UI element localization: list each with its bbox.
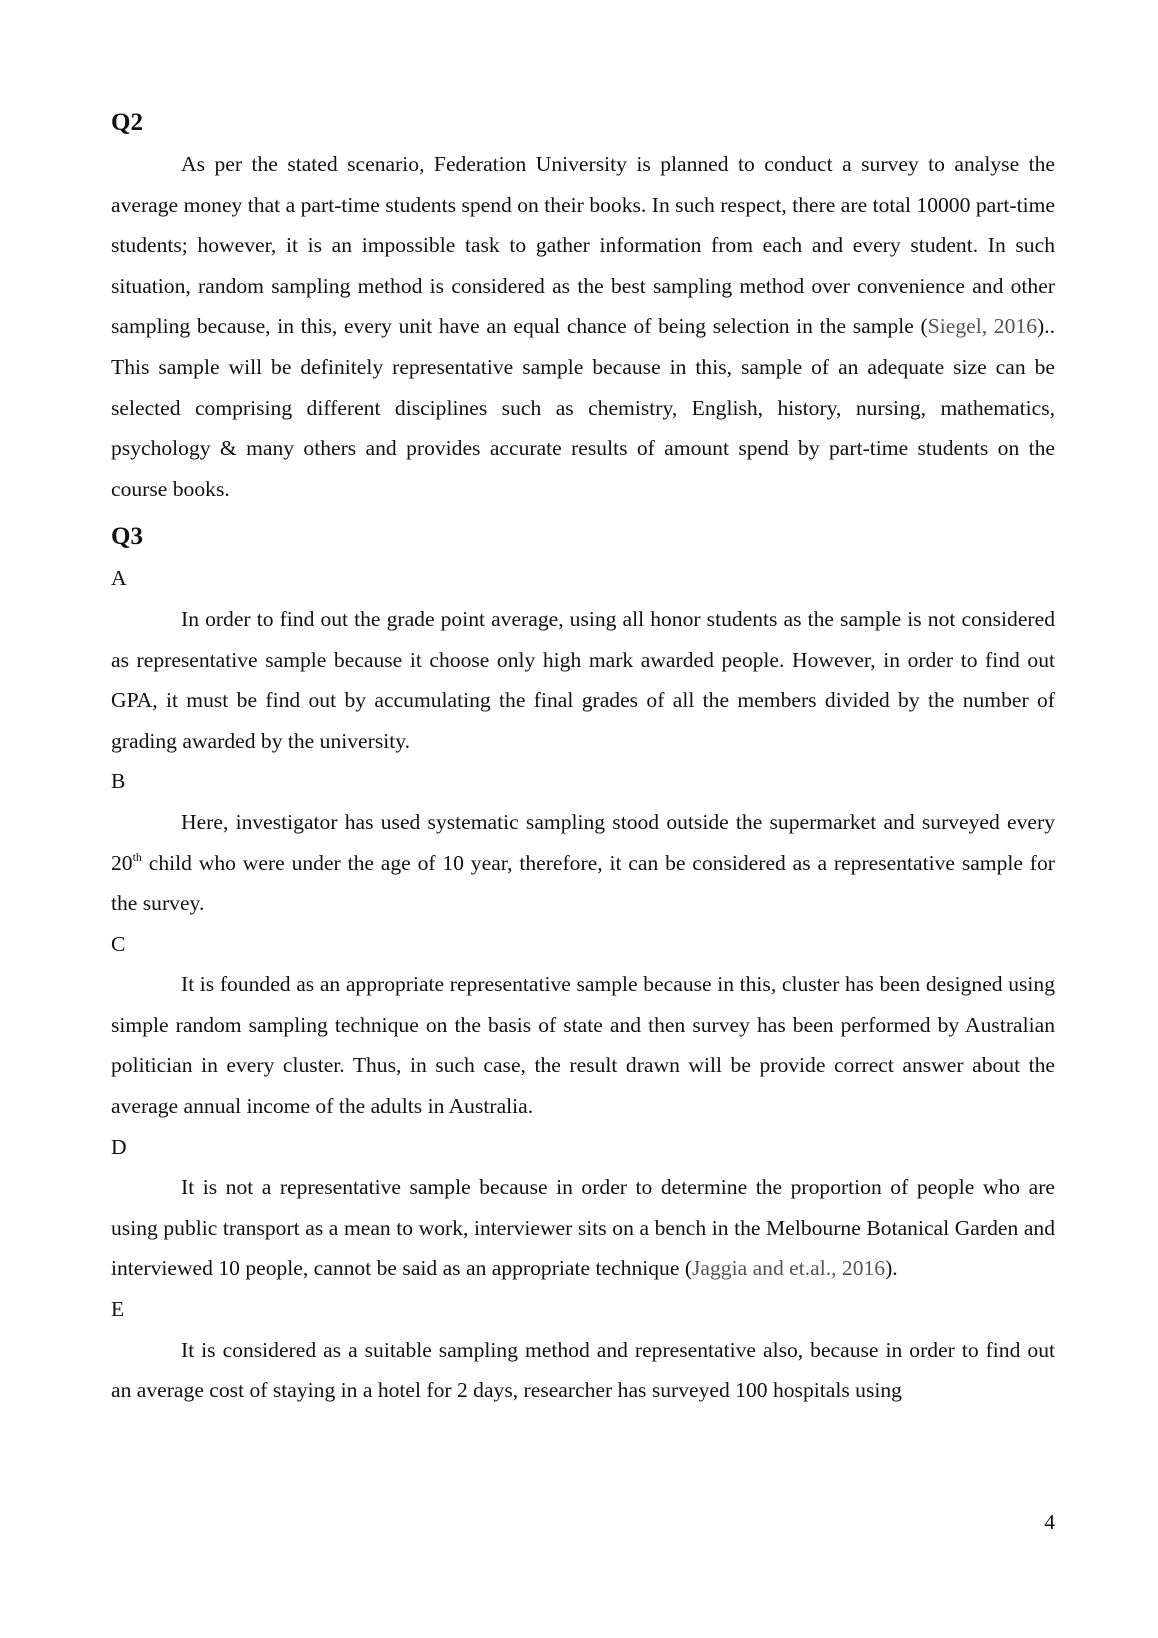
q3-e-label: E [111, 1297, 125, 1322]
q3-e-paragraph: It is considered as a suitable sampling method and representative also, because in order to find out an average cost of staying in a hotel for 2 days, researcher has surveyed 100 hospitals using [111, 1337, 1055, 1403]
q3-b-paragraph [111, 802, 1055, 924]
q3-heading: Q3 [111, 523, 143, 551]
q3-b-text-after-superscript: child who were under the age of 10 year, therefore, it can be considered as a representative sample for the survey. [111, 850, 1055, 916]
q3-a-paragraph: In order to find out the grade point average, using all honor students as the sample is not considered as representative sample because it choose only high mark awarded people. However, in order to find out GPA, it must be find out by accumulating the final grades of all the members divided by the number of grading awarded by the university. [111, 606, 1055, 753]
q2-heading: Q2 [111, 109, 143, 136]
q3-d-paragraph [111, 1167, 1055, 1289]
q3-d-citation: Jaggia and et.al., 2016 [692, 1256, 886, 1281]
q3-d-text-before-citation: It is not a representative sample because in order to determine the proportion of people who are using public transport as a mean to work, interviewer sits on a bench in the Melbourne Botanical Garden and interviewed 10 people, cannot be said as an appropriate technique ( [111, 1175, 1055, 1281]
page-number: 4 [1044, 1510, 1055, 1534]
q2-text-after-citation: ).. This sample will be definitely representative sample because in this, sample of an adequate size can be selected comprising different disciplines such as chemistry, English, history, nursing, mathematics, psychology & many others and provides accurate results of amount spend by part-time students on the course books. [111, 314, 1055, 501]
q3-d-text-after-citation: ). [885, 1256, 898, 1281]
q3-c-label: C [111, 931, 126, 956]
q2-paragraph [111, 144, 1055, 509]
q3-b-label: B [111, 769, 126, 794]
q3-d-label: D [111, 1134, 127, 1159]
q3-b-text-before-superscript: Here, investigator has used systematic sampling stood outside the supermarket and surveyed every 20 [111, 809, 1055, 875]
q2-text-before-citation: As per the stated scenario, Federation University is planned to conduct a survey to analyse the average money that a part-time students spend on their books. In such respect, there are total 10000 part-time students; however, it is an impossible task to gather information from each and every student. In such situation, random sampling method is considered as the best sampling method over convenience and other sampling because, in this, every unit have an equal chance of being selection in the sample ( [111, 152, 1055, 339]
q3-c-paragraph: It is founded as an appropriate representative sample because in this, cluster has been designed using simple random sampling technique on the basis of state and then survey has been performed by Australian politician in every cluster. Thus, in such case, the result drawn will be provide correct answer about the average annual income of the adults in Australia. [111, 972, 1055, 1119]
q3-a-label: A [111, 566, 127, 591]
document-body [111, 105, 1055, 1411]
q2-citation: Siegel, 2016 [927, 314, 1037, 339]
q3-b-superscript: th [132, 849, 142, 864]
